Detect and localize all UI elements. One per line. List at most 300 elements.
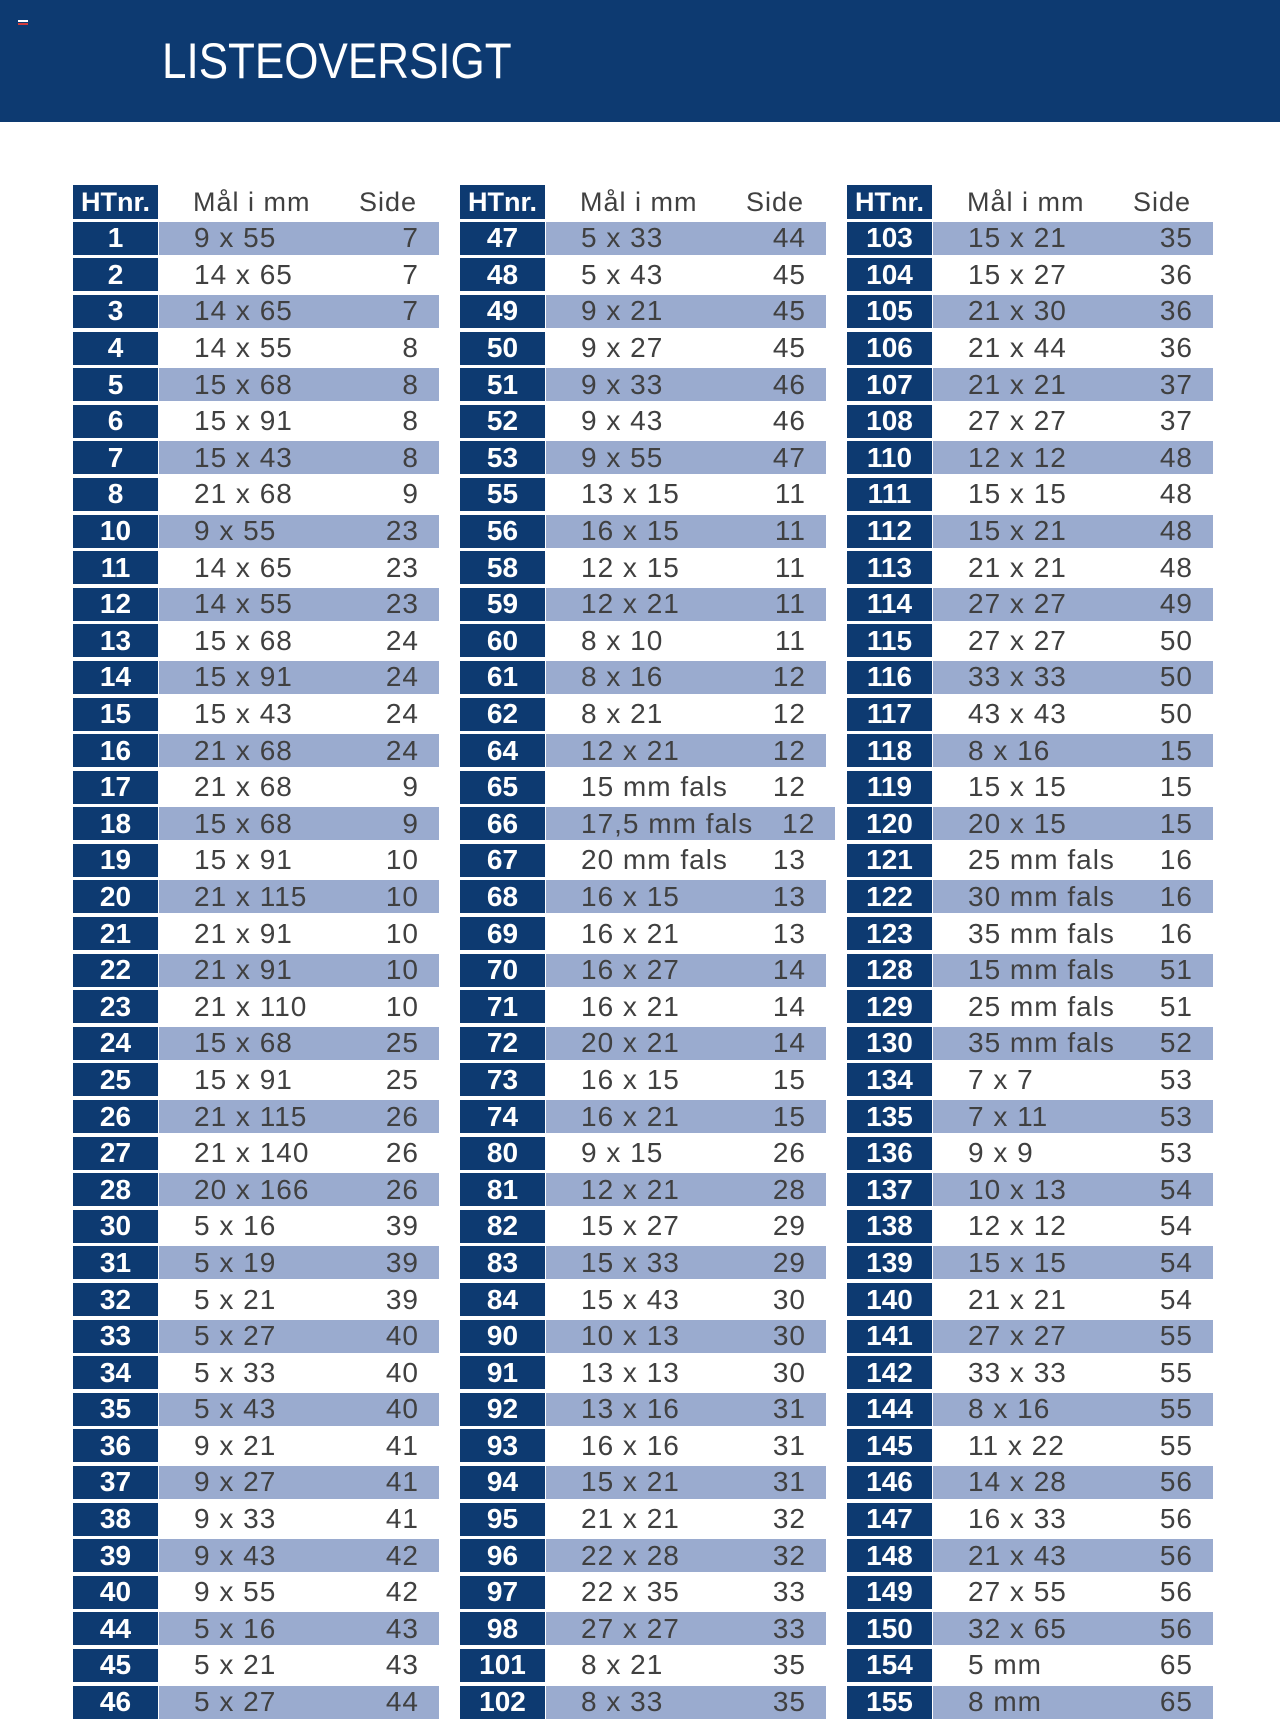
- table-row: [73, 623, 439, 660]
- item-size: 35 mm fals: [968, 1027, 1115, 1059]
- item-body: [546, 1393, 826, 1426]
- item-number: 92: [460, 1393, 545, 1426]
- item-body: [933, 844, 1213, 877]
- item-page: 40: [385, 1356, 419, 1388]
- item-number: 30: [73, 1210, 158, 1243]
- table-row: [73, 1025, 439, 1062]
- table-row: [460, 806, 826, 843]
- item-body: [546, 954, 826, 987]
- table-row: [460, 1611, 826, 1648]
- item-page: 7: [402, 295, 419, 327]
- item-body: [159, 1320, 439, 1353]
- item-size: 8 x 16: [968, 1393, 1051, 1425]
- item-page: 54: [1159, 1210, 1193, 1242]
- table-row: [847, 1098, 1213, 1135]
- item-body: [933, 478, 1213, 511]
- item-size: 5 x 21: [194, 1649, 277, 1681]
- item-size: 8 x 21: [581, 1649, 664, 1681]
- table-row: [460, 1245, 826, 1282]
- item-body: [933, 332, 1213, 365]
- item-page: 35: [1159, 222, 1193, 254]
- item-size: 21 x 68: [194, 734, 293, 766]
- item-page: 54: [1159, 1173, 1193, 1205]
- item-number: 28: [73, 1173, 158, 1206]
- item-size: 21 x 115: [194, 1100, 308, 1132]
- item-body: [159, 1466, 439, 1499]
- item-body: [933, 807, 1213, 840]
- item-number: 7: [73, 441, 158, 474]
- header-size: Mål i mm: [193, 186, 311, 217]
- table-row: [460, 1684, 826, 1721]
- item-page: 30: [772, 1320, 806, 1352]
- item-size: 21 x 21: [968, 368, 1067, 400]
- item-number: 17: [73, 771, 158, 804]
- item-number: 14: [73, 661, 158, 694]
- item-page: 10: [385, 954, 419, 986]
- item-page: 13: [772, 917, 806, 949]
- item-page: 54: [1159, 1283, 1193, 1315]
- table-row: [460, 1025, 826, 1062]
- item-size: 5 x 27: [194, 1686, 277, 1718]
- item-number: 95: [460, 1503, 545, 1536]
- item-page: 65: [1159, 1686, 1193, 1718]
- item-page: 16: [1159, 844, 1193, 876]
- item-size: 43 x 43: [968, 698, 1067, 730]
- item-page: 33: [772, 1576, 806, 1608]
- item-number: 69: [460, 917, 545, 950]
- item-page: 30: [772, 1356, 806, 1388]
- item-body: [933, 1173, 1213, 1206]
- table-row: [847, 696, 1213, 733]
- item-size: 5 x 19: [194, 1246, 277, 1278]
- table-row: [73, 1464, 439, 1501]
- item-body: [933, 515, 1213, 548]
- table-row: [460, 1171, 826, 1208]
- item-body: [546, 990, 826, 1023]
- item-page: 16: [1159, 880, 1193, 912]
- item-body: [159, 954, 439, 987]
- item-page: 56: [1159, 1503, 1193, 1535]
- item-size: 27 x 27: [581, 1612, 680, 1644]
- item-page: 52: [1159, 1027, 1193, 1059]
- table-row: [847, 1537, 1213, 1574]
- item-size: 21 x 140: [194, 1137, 310, 1169]
- item-page: 55: [1159, 1429, 1193, 1461]
- table-row: [73, 513, 439, 550]
- item-number: 20: [73, 880, 158, 913]
- item-size: 7 x 11: [968, 1100, 1049, 1132]
- item-body: [933, 1612, 1213, 1645]
- item-size: 15 x 68: [194, 624, 293, 656]
- item-page: 55: [1159, 1356, 1193, 1388]
- item-size: 21 x 68: [194, 478, 293, 510]
- item-size: 9 x 55: [194, 222, 277, 254]
- item-body: [546, 771, 826, 804]
- item-page: 33: [772, 1612, 806, 1644]
- item-page: 56: [1159, 1612, 1193, 1644]
- table-row: [847, 403, 1213, 440]
- item-size: 16 x 15: [581, 880, 680, 912]
- item-size: 14 x 55: [194, 588, 293, 620]
- item-size: 9 x 33: [194, 1503, 277, 1535]
- item-size: 5 x 33: [194, 1356, 277, 1388]
- item-number: 139: [847, 1246, 932, 1279]
- table-row: [73, 952, 439, 989]
- item-page: 43: [385, 1649, 419, 1681]
- table-row: [460, 1464, 826, 1501]
- item-number: 83: [460, 1246, 545, 1279]
- item-size: 5 x 27: [194, 1320, 277, 1352]
- item-page: 23: [385, 588, 419, 620]
- item-size: 7 x 7: [968, 1063, 1034, 1095]
- item-number: 128: [847, 954, 932, 987]
- table-row: [847, 293, 1213, 330]
- item-size: 12 x 21: [581, 734, 680, 766]
- item-page: 40: [385, 1393, 419, 1425]
- table-row: [847, 1281, 1213, 1318]
- menu-icon[interactable]: [18, 20, 28, 27]
- item-size: 8 x 16: [968, 734, 1051, 766]
- item-page: 50: [1159, 624, 1193, 656]
- item-size: 21 x 91: [194, 954, 293, 986]
- table-row: [460, 988, 826, 1025]
- item-number: 23: [73, 990, 158, 1023]
- item-body: [546, 1100, 826, 1133]
- item-number: 155: [847, 1686, 932, 1719]
- item-body: [933, 1246, 1213, 1279]
- item-size: 9 x 43: [194, 1539, 277, 1571]
- table-row: [73, 1428, 439, 1465]
- item-body: [933, 1063, 1213, 1096]
- table-row: [460, 1098, 826, 1135]
- table-row: [847, 623, 1213, 660]
- item-number: 141: [847, 1320, 932, 1353]
- item-page: 15: [1159, 771, 1193, 803]
- item-body: [159, 771, 439, 804]
- item-page: 10: [385, 917, 419, 949]
- item-size: 5 mm: [968, 1649, 1042, 1681]
- item-page: 8: [402, 405, 419, 437]
- item-body: [159, 368, 439, 401]
- item-body: [933, 405, 1213, 438]
- table-row: [847, 549, 1213, 586]
- item-size: 15 x 68: [194, 807, 293, 839]
- table-row: [460, 732, 826, 769]
- item-size: 27 x 27: [968, 1320, 1067, 1352]
- item-size: 15 x 27: [968, 258, 1067, 290]
- item-number: 110: [847, 441, 932, 474]
- item-page: 51: [1159, 954, 1193, 986]
- item-number: 45: [73, 1649, 158, 1682]
- item-size: 5 x 16: [194, 1612, 277, 1644]
- item-size: 21 x 21: [581, 1503, 680, 1535]
- item-size: 15 x 91: [194, 405, 293, 437]
- item-body: [159, 1027, 439, 1060]
- page-title: LISTEOVERSIGT: [162, 33, 512, 89]
- table-row: [847, 769, 1213, 806]
- item-size: 15 x 68: [194, 1027, 293, 1059]
- table-row: [847, 1647, 1213, 1684]
- item-number: 11: [73, 551, 158, 584]
- item-size: 14 x 65: [194, 551, 293, 583]
- item-size: 15 x 21: [968, 515, 1067, 547]
- table-row: [73, 1684, 439, 1721]
- table-row: [73, 366, 439, 403]
- item-page: 11: [774, 588, 806, 620]
- table-row: [460, 1647, 826, 1684]
- item-body: [933, 661, 1213, 694]
- header-number: HTnr.: [847, 185, 932, 219]
- item-size: 15 x 43: [194, 698, 293, 730]
- item-size: 10 x 13: [581, 1320, 680, 1352]
- item-page: 26: [772, 1137, 806, 1169]
- item-body: [159, 1100, 439, 1133]
- table-row: [847, 1684, 1213, 1721]
- item-number: 70: [460, 954, 545, 987]
- table-row: [73, 879, 439, 916]
- table-row: [73, 1537, 439, 1574]
- item-page: 8: [402, 368, 419, 400]
- table-row: [460, 549, 826, 586]
- item-body: [159, 295, 439, 328]
- table-row: [460, 1537, 826, 1574]
- item-page: 54: [1159, 1246, 1193, 1278]
- item-body: [546, 661, 826, 694]
- item-size: 9 x 21: [194, 1429, 277, 1461]
- list-table-2: [460, 184, 826, 1720]
- table-row: [847, 1208, 1213, 1245]
- item-number: 137: [847, 1173, 932, 1206]
- item-size: 27 x 27: [968, 588, 1067, 620]
- item-number: 102: [460, 1686, 545, 1719]
- item-number: 36: [73, 1429, 158, 1462]
- item-number: 136: [847, 1137, 932, 1170]
- item-number: 46: [73, 1686, 158, 1719]
- table-row: [73, 1245, 439, 1282]
- item-size: 15 x 68: [194, 368, 293, 400]
- table-row: [73, 403, 439, 440]
- table-row: [847, 513, 1213, 550]
- header-bar: [0, 0, 1280, 122]
- item-body: [546, 1576, 826, 1609]
- item-size: 21 x 21: [968, 551, 1067, 583]
- item-number: 10: [73, 515, 158, 548]
- item-size: 12 x 15: [581, 551, 680, 583]
- table-row: [847, 988, 1213, 1025]
- item-body: [159, 880, 439, 913]
- table-row: [460, 1318, 826, 1355]
- item-number: 119: [847, 771, 932, 804]
- item-number: 16: [73, 734, 158, 767]
- item-body: [546, 1246, 826, 1279]
- table-row: [460, 696, 826, 733]
- item-size: 12 x 21: [581, 588, 680, 620]
- item-number: 105: [847, 295, 932, 328]
- table-row: [73, 842, 439, 879]
- item-body: [546, 258, 826, 291]
- item-number: 154: [847, 1649, 932, 1682]
- item-page: 32: [772, 1503, 806, 1535]
- item-page: 15: [1159, 734, 1193, 766]
- table-row: [847, 1062, 1213, 1099]
- item-body: [159, 258, 439, 291]
- item-page: 56: [1159, 1466, 1193, 1498]
- item-page: 36: [1159, 332, 1193, 364]
- item-size: 16 x 16: [581, 1429, 680, 1461]
- item-size: 22 x 35: [581, 1576, 680, 1608]
- item-body: [159, 1429, 439, 1462]
- item-page: 44: [385, 1686, 419, 1718]
- item-size: 32 x 65: [968, 1612, 1067, 1644]
- item-size: 14 x 28: [968, 1466, 1067, 1498]
- item-number: 103: [847, 222, 932, 255]
- item-body: [546, 295, 826, 328]
- item-page: 41: [385, 1466, 419, 1498]
- item-size: 27 x 55: [968, 1576, 1067, 1608]
- item-body: [933, 698, 1213, 731]
- item-number: 91: [460, 1356, 545, 1389]
- item-body: [933, 954, 1213, 987]
- table-row: [73, 1098, 439, 1135]
- item-body: [159, 1576, 439, 1609]
- item-body: [159, 222, 439, 255]
- item-body: [546, 1320, 826, 1353]
- item-body: [159, 551, 439, 584]
- item-number: 122: [847, 880, 932, 913]
- item-size: 15 mm fals: [968, 954, 1115, 986]
- item-page: 11: [774, 478, 806, 510]
- item-page: 10: [385, 990, 419, 1022]
- item-number: 18: [73, 807, 158, 840]
- item-size: 16 x 15: [581, 515, 680, 547]
- table-row: [73, 659, 439, 696]
- item-page: 46: [772, 368, 806, 400]
- header-body: [546, 186, 826, 219]
- item-page: 56: [1159, 1576, 1193, 1608]
- table-row: [73, 1611, 439, 1648]
- item-body: [546, 1429, 826, 1462]
- item-page: 36: [1159, 258, 1193, 290]
- item-number: 37: [73, 1466, 158, 1499]
- item-page: 31: [772, 1429, 806, 1461]
- item-number: 58: [460, 551, 545, 584]
- item-body: [933, 1100, 1213, 1133]
- item-page: 45: [772, 258, 806, 290]
- item-body: [159, 990, 439, 1023]
- table-row: [73, 1574, 439, 1611]
- header-size: Mål i mm: [580, 186, 698, 217]
- item-number: 96: [460, 1539, 545, 1572]
- item-page: 8: [402, 332, 419, 364]
- item-size: 15 x 15: [968, 771, 1067, 803]
- item-number: 27: [73, 1137, 158, 1170]
- item-body: [933, 1393, 1213, 1426]
- item-body: [159, 1393, 439, 1426]
- item-body: [933, 1137, 1213, 1170]
- item-body: [933, 917, 1213, 950]
- item-body: [159, 1246, 439, 1279]
- table-row: [73, 220, 439, 257]
- item-page: 29: [772, 1210, 806, 1242]
- item-number: 25: [73, 1063, 158, 1096]
- table-row: [73, 1062, 439, 1099]
- item-body: [159, 441, 439, 474]
- item-number: 112: [847, 515, 932, 548]
- table-row: [460, 842, 826, 879]
- item-size: 9 x 27: [194, 1466, 277, 1498]
- item-number: 21: [73, 917, 158, 950]
- item-size: 16 x 21: [581, 917, 680, 949]
- item-size: 11 x 22: [968, 1429, 1065, 1461]
- item-body: [546, 1063, 826, 1096]
- item-size: 15 x 33: [581, 1246, 680, 1278]
- item-page: 7: [402, 222, 419, 254]
- item-body: [546, 478, 826, 511]
- item-size: 12 x 12: [968, 441, 1067, 473]
- header-number: HTnr.: [73, 185, 158, 219]
- item-number: 67: [460, 844, 545, 877]
- item-page: 37: [1159, 405, 1193, 437]
- item-number: 32: [73, 1283, 158, 1316]
- item-page: 44: [772, 222, 806, 254]
- item-body: [159, 698, 439, 731]
- item-number: 98: [460, 1612, 545, 1645]
- item-page: 26: [385, 1173, 419, 1205]
- item-page: 53: [1159, 1100, 1193, 1132]
- table-row: [460, 1428, 826, 1465]
- item-size: 21 x 115: [194, 880, 308, 912]
- item-number: 51: [460, 368, 545, 401]
- table-row: [73, 769, 439, 806]
- table-row: [847, 366, 1213, 403]
- item-page: 13: [772, 844, 806, 876]
- item-body: [159, 1210, 439, 1243]
- item-number: 68: [460, 880, 545, 913]
- item-body: [159, 807, 439, 840]
- item-number: 33: [73, 1320, 158, 1353]
- table-row: [847, 879, 1213, 916]
- item-size: 16 x 15: [581, 1063, 680, 1095]
- item-size: 9 x 15: [581, 1137, 664, 1169]
- table-row: [847, 1501, 1213, 1538]
- item-page: 32: [772, 1539, 806, 1571]
- item-page: 31: [772, 1466, 806, 1498]
- item-page: 8: [402, 441, 419, 473]
- item-size: 20 mm fals: [581, 844, 728, 876]
- item-body: [159, 1539, 439, 1572]
- item-page: 12: [782, 807, 816, 839]
- item-page: 39: [385, 1246, 419, 1278]
- item-body: [546, 880, 826, 913]
- item-number: 108: [847, 405, 932, 438]
- item-size: 14 x 55: [194, 332, 293, 364]
- table-row: [847, 1135, 1213, 1172]
- item-body: [546, 515, 826, 548]
- table-row: [460, 1391, 826, 1428]
- item-number: 123: [847, 917, 932, 950]
- item-page: 36: [1159, 295, 1193, 327]
- table-row: [73, 330, 439, 367]
- item-body: [933, 1466, 1213, 1499]
- item-size: 21 x 44: [968, 332, 1067, 364]
- item-number: 114: [847, 588, 932, 621]
- item-page: 55: [1159, 1393, 1193, 1425]
- item-page: 35: [772, 1649, 806, 1681]
- item-body: [159, 588, 439, 621]
- item-body: [933, 1429, 1213, 1462]
- item-body: [933, 1027, 1213, 1060]
- item-page: 39: [385, 1210, 419, 1242]
